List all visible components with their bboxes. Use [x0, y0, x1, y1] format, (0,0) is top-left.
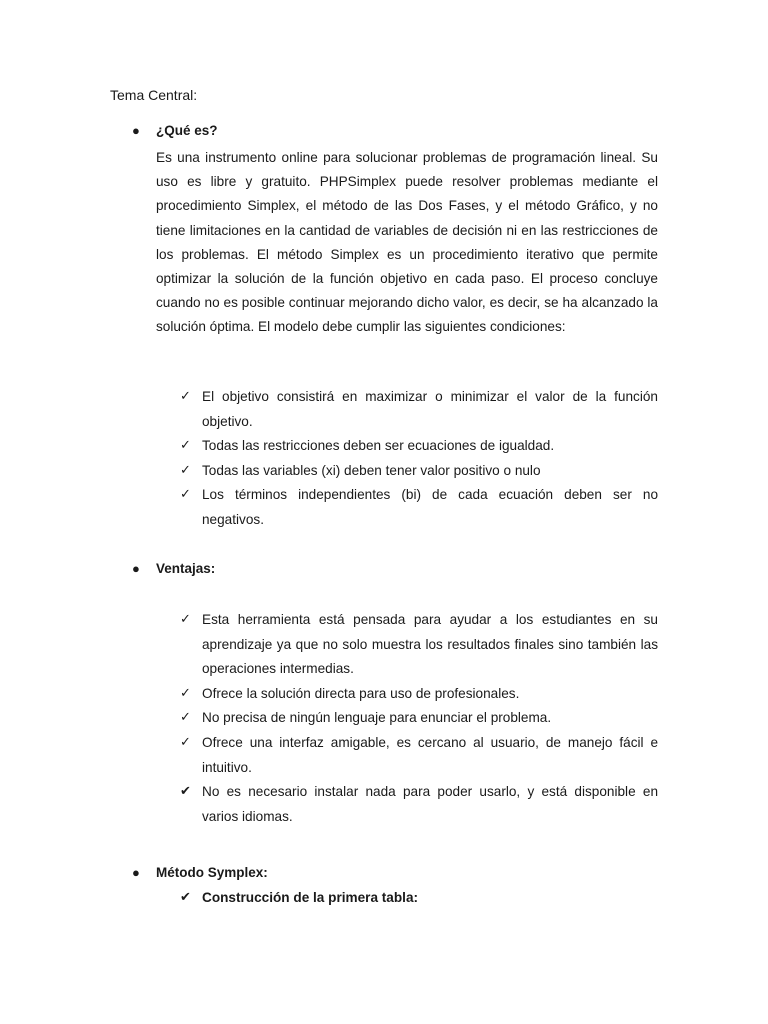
list-item-text: No precisa de ningún lenguaje para enunciar el problema. — [202, 710, 552, 726]
checkmark-icon: ✓ — [180, 487, 191, 503]
list-item — [180, 780, 658, 829]
list-item-text: Ofrece la solución directa para uso de profesionales. — [202, 685, 520, 701]
list-item-text: Todas las restricciones deben ser ecuaciones de igualdad. — [202, 438, 555, 454]
checkmark-icon: ✓ — [180, 438, 191, 454]
section-title-que-es: ¿Qué es? — [156, 123, 218, 138]
list-item — [180, 483, 658, 532]
list-item — [180, 608, 658, 682]
heavy-checkmark-icon: ✔ — [180, 784, 191, 800]
list-item-text: Esta herramienta está pensada para ayudar a los estudiantes en su aprendizaje ya que no solo muestra los resultados finales sino también las operaciones intermedias. — [202, 612, 658, 677]
list-item-text: El objetivo consistirá en maximizar o minimizar el valor de la función objetivo. — [202, 389, 658, 429]
checkmark-icon: ✓ — [180, 685, 191, 701]
checkmark-icon: ✓ — [180, 612, 191, 627]
list-item-text: Todas las variables (xi) deben tener valor positivo o nulo — [202, 462, 541, 478]
checkmark-icon: ✓ — [180, 734, 191, 750]
bullet-icon: ● — [132, 561, 140, 576]
tema-central-label: Tema Central: — [110, 87, 198, 103]
list-item — [180, 706, 658, 731]
list-item-text: Ofrece una interfaz amigable, es cercano al usuario, de manejo fácil e intuitivo. — [202, 734, 658, 775]
que-es-paragraph: Es una instrumento online para solucionar problemas de programación lineal. Su uso es libre y gratuito. PHPSimplex puede resolver problemas mediante el procedimiento Simplex, el método de las Dos Fases, y el método Gráfico, y no tiene limitaciones en la cantidad de variables de decisión ni en las restricciones de los problemas. El método Simplex es un procedimiento iterativo que permite optimizar la solución de la función objetivo en cada paso. El proceso concluye cuando no es posible continuar mejorando dicho valor, es decir, se ha alcanzado la solución óptima. El modelo debe cumplir las siguientes condiciones: — [156, 150, 658, 335]
bullet-icon: ● — [132, 123, 140, 138]
list-item — [180, 682, 658, 707]
conditions-list — [180, 385, 658, 533]
checkmark-icon: ✓ — [180, 710, 191, 726]
checkmark-icon: ✓ — [180, 389, 191, 404]
heavy-checkmark-icon: ✔ — [180, 890, 191, 905]
bullet-icon: ● — [132, 865, 140, 880]
section-title-ventajas: Ventajas: — [156, 561, 216, 576]
list-item-text: Los términos independientes (bi) de cada ecuación deben ser no negativos. — [202, 487, 658, 527]
ventajas-list — [180, 608, 658, 829]
list-item — [180, 886, 658, 911]
list-item — [180, 459, 658, 484]
list-item-text: No es necesario instalar nada para poder usarlo, y está disponible en varios idiomas. — [202, 784, 658, 824]
section-title-metodo-symplex: Método Symplex: — [156, 865, 268, 880]
list-item — [180, 434, 658, 459]
checkmark-icon: ✓ — [180, 462, 191, 478]
list-item — [180, 385, 658, 434]
metodo-list — [180, 886, 658, 911]
list-item-text: Construcción de la primera tabla: — [202, 890, 419, 905]
list-item — [180, 731, 658, 780]
